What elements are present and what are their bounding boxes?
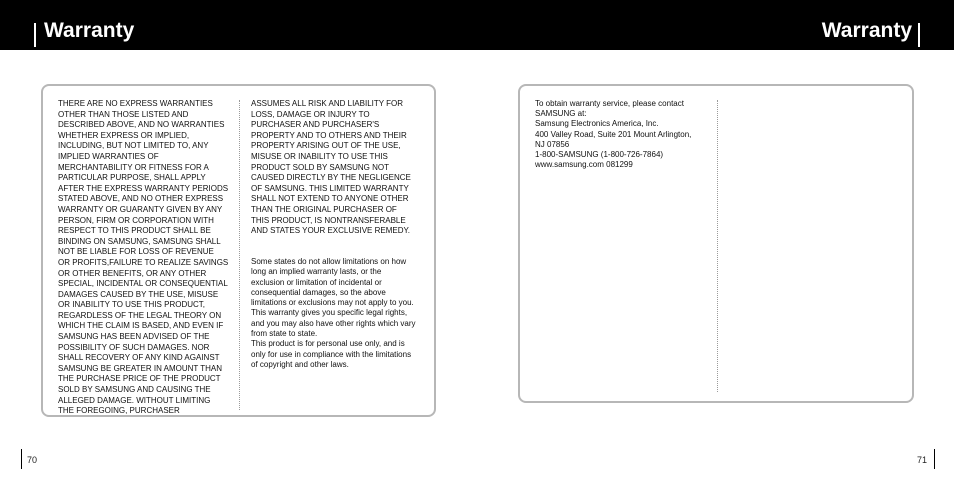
page-number-left: 70 [27, 455, 38, 465]
page-title-left: Warranty [44, 19, 135, 42]
disclaimer-column-2: ASSUMES ALL RISK AND LIABILITY FOR LOSS, DAMAGE OR INJURY TO PURCHASER AND PURCHASER'S PROPERTY AND TO OTHERS AND THEIR PROPERTY ARISING OUT OF THE USE, MISUSE OR INABILITY TO USE THIS PRODUCT SOLD BY SAMSUNG NOT CAUSED DIRECTLY BY THE NEGLIGENCE OF SAMSUNG. THIS LIMITED WARRANTY SHALL NOT EXTEND TO ANYONE OTHER THAN THE ORIGINAL PURCHASER OF THIS PRODUCT, IS NONTRANSFERABLE AND STATES YOUR EXCLUSIVE REMEDY. [251, 99, 411, 236]
footer-marker-left [21, 449, 22, 469]
column-divider [239, 100, 240, 410]
footer-marker-right [934, 449, 935, 469]
page-number-right: 71 [917, 455, 928, 465]
warranty-text-panel-left [41, 84, 436, 417]
page-title-right: Warranty [821, 19, 912, 42]
header-bar [0, 0, 954, 50]
state-rights-paragraph: Some states do not allow limitations on how long an implied warranty lasts, or the exclusion or limitation of incidental or consequential damages, so the above limitations or exclusions may not apply to you. This warranty gives you specific legal rights, and you may also have other rights which vary from state to state. This product is for personal use only, and is only for use in compliance with the limitations of copyright and other laws. [251, 257, 416, 369]
title-marker-right [918, 23, 920, 47]
warranty-contact-panel [518, 84, 914, 403]
column-divider [717, 100, 718, 392]
disclaimer-column-1: THERE ARE NO EXPRESS WARRANTIES OTHER THAN THOSE LISTED AND DESCRIBED ABOVE, AND NO WARRANTIES WHETHER EXPRESS OR IMPLIED, INCLUDING, BUT NOT LIMITED TO, ANY IMPLIED WARRANTIES OF MERCHANTABILITY OR FITNESS FOR A PARTICULAR PURPOSE, SHALL APPLY AFTER THE EXPRESS WARRANTY PERIODS STATED ABOVE, AND NO OTHER EXPRESS WARRANTY OR GUARANTY GIVEN BY ANY PERSON, FIRM OR CORPORATION WITH RESPECT TO THIS PRODUCT SHALL BE BINDING ON SAMSUNG, SAMSUNG SHALL NOT BE LIABLE FOR LOSS OF REVENUE OR PROFITS,FAILURE TO REALIZE SAVINGS OR OTHER BENEFITS, OR ANY OTHER SPECIAL, INCIDENTAL OR CONSEQUENTIAL DAMAGES CAUSED BY THE USE, MISUSE OR INABILITY TO USE THIS PRODUCT, REGARDLESS OF THE LEGAL THEORY ON WHICH THE CLAIM IS BASED, AND EVEN IF SAMSUNG HAS BEEN ADVISED OF THE POSSIBILITY OF SUCH DAMAGES. NOR SHALL RECOVERY OF ANY KIND AGAINST SAMSUNG BE GREATER IN AMOUNT THAN THE PURCHASE PRICE OF THE PRODUCT SOLD BY SAMSUNG AND CAUSING THE ALLEGED DAMAGE. WITHOUT LIMITING THE FOREGOING, PURCHASER [58, 99, 229, 416]
title-marker-left [34, 23, 36, 47]
contact-info: To obtain warranty service, please contact SAMSUNG at: Samsung Electronics America, Inc. 400 Valley Road, Suite 201 Mount Arlington, NJ 07856 1-800-SAMSUNG (1-800-726-7864) www.samsung.com 081299 [535, 99, 692, 170]
